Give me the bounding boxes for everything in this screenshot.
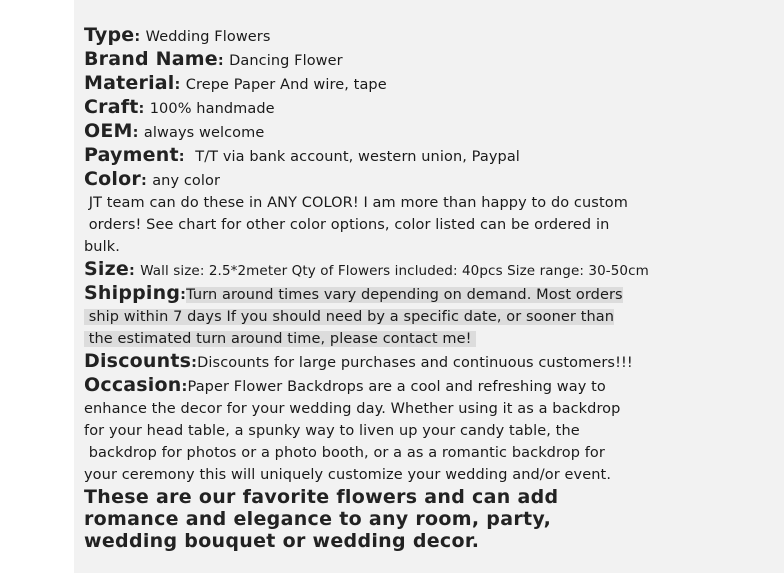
spec-value: Discounts for large purchases and continuous customers!!! — [197, 355, 633, 371]
shipping-line — [84, 306, 774, 328]
favorites-heading-line: These are our favorite flowers and can add — [84, 486, 559, 508]
spec-brand-name: Brand Name: Dancing Flower — [84, 48, 343, 70]
spec-color: Color: any color — [84, 168, 221, 190]
spec-value: Paper Flower Backdrops are a cool and refreshing way to — [187, 379, 606, 395]
spec-label: Discounts — [84, 350, 192, 372]
spec-label: Size — [84, 258, 129, 280]
spec-value: always welcome — [143, 125, 265, 141]
spec-label: Color — [84, 168, 141, 190]
shipping-text: ship within 7 days If you should need by a specific date, or sooner than — [84, 309, 615, 325]
spec-label: Shipping — [84, 282, 181, 304]
shipping-text: Turn around times vary depending on demand. Most orders — [186, 287, 623, 303]
occasion-line: your ceremony this will uniquely customize your wedding and/or event. — [84, 467, 612, 483]
spec-label: Type — [84, 24, 135, 46]
favorites-heading-line: wedding bouquet or wedding decor. — [84, 530, 480, 552]
spec-label: Brand Name — [84, 48, 218, 70]
occasion-line: for your head table, a spunky way to liven up your candy table, the — [84, 423, 580, 439]
product-spec-list — [84, 24, 774, 552]
spec-value: Crepe Paper And wire, tape — [185, 77, 387, 93]
spec-label: Material — [84, 72, 175, 94]
spec-payment: Payment: T/T via bank account, western union, Paypal — [84, 144, 520, 166]
spec-type: Type: Wedding Flowers — [84, 24, 271, 46]
shipping-line — [84, 328, 774, 350]
occasion-line: enhance the decor for your wedding day. Whether using it as a backdrop — [84, 401, 621, 417]
favorites-heading-line: romance and elegance to any room, party, — [84, 508, 552, 530]
spec-value: any color — [152, 173, 221, 189]
color-note-line: bulk. — [84, 239, 120, 255]
color-note-line: JT team can do these in ANY COLOR! I am more than happy to do custom — [84, 195, 628, 211]
spec-value: Dancing Flower — [229, 53, 343, 69]
spec-value: T/T via bank account, western union, Paypal — [195, 149, 520, 165]
spec-value: Wall size: 2.5*2meter Qty of Flowers included: 40pcs Size range: 30-50cm — [140, 263, 649, 279]
spec-craft: Craft: 100% handmade — [84, 96, 275, 118]
shipping-text: the estimated turn around time, please contact me! — [84, 331, 477, 347]
spec-label: Craft — [84, 96, 139, 118]
spec-value: Wedding Flowers — [145, 29, 271, 45]
spec-oem: OEM: always welcome — [84, 120, 265, 142]
color-note-line: orders! See chart for other color options, color listed can be ordered in — [84, 217, 610, 233]
spec-shipping: Shipping:Turn around times vary depending on demand. Most orders — [84, 282, 623, 304]
spec-occasion: Occasion:Paper Flower Backdrops are a cool and refreshing way to — [84, 374, 606, 396]
spec-material: Material: Crepe Paper And wire, tape — [84, 72, 387, 94]
spec-label: Payment — [84, 144, 179, 166]
spec-label: OEM — [84, 120, 133, 142]
spec-label: Occasion — [84, 374, 182, 396]
spec-size: Size: Wall size: 2.5*2meter Qty of Flowers included: 40pcs Size range: 30-50cm — [84, 258, 649, 280]
spec-discounts: Discounts:Discounts for large purchases and continuous customers!!! — [84, 350, 633, 372]
occasion-line: backdrop for photos or a photo booth, or a as a romantic backdrop for — [84, 445, 605, 461]
spec-value: 100% handmade — [149, 101, 275, 117]
